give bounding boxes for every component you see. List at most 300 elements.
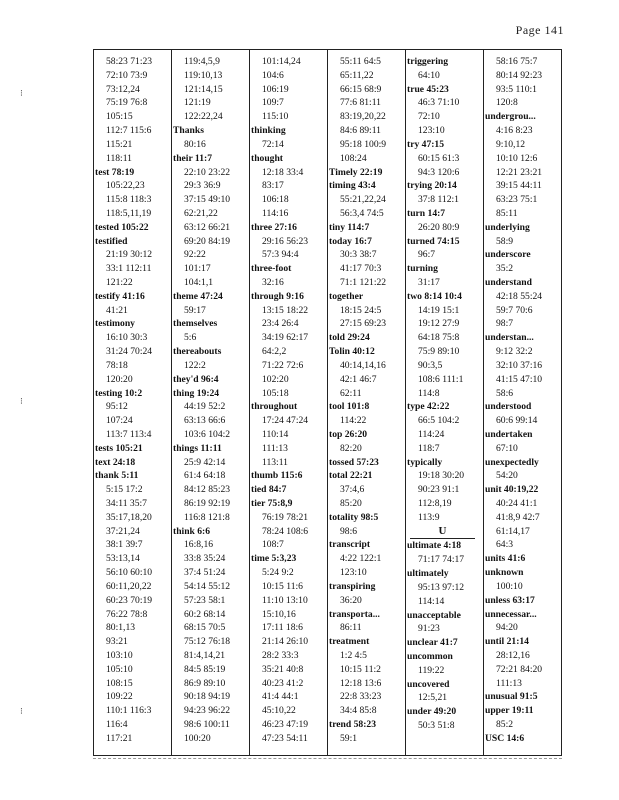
index-term: typically [407, 456, 443, 468]
page-reference: 62:11 [340, 387, 362, 399]
page-reference: 85:2 [496, 719, 514, 730]
index-term: Thanks [173, 125, 204, 137]
page-reference: 93:21 [106, 636, 128, 648]
index-term: true 45:23 [407, 83, 449, 95]
page-reference: 63:13 66:6 [184, 415, 226, 427]
page-reference: 72:21 84:20 [496, 663, 543, 675]
page-reference: 94:20 [496, 622, 518, 634]
page-reference: 115:21 [106, 138, 133, 150]
page-reference: 106:18 [262, 194, 289, 206]
page-reference: 118:5,11,19 [106, 207, 152, 219]
page-reference: 84:6 89:11 [340, 125, 381, 137]
page-reference: 61:14,17 [496, 525, 530, 537]
page-reference: 86:9 89:10 [184, 677, 226, 689]
index-term: totality 98:5 [329, 511, 379, 523]
page-reference: 32:10 37:16 [496, 359, 543, 371]
page-reference: 23:4 26:4 [262, 318, 299, 330]
page-reference: 33:8 35:24 [184, 553, 226, 565]
page-reference: 85:11 [496, 207, 518, 219]
index-term: treatment [329, 636, 370, 648]
page-reference: 46:23 47:19 [262, 719, 309, 730]
page-reference: 116:8 121:8 [184, 511, 230, 523]
page-reference: 71:22 72:6 [262, 359, 304, 371]
index-term: think 6:6 [173, 525, 211, 537]
page-reference: 58:16 75:7 [496, 56, 538, 67]
index-term: transporta... [329, 608, 380, 620]
page-reference: 12:18 13:6 [340, 677, 382, 689]
index-term: Timely 22:19 [329, 166, 383, 178]
page-reference: 95:18 100:9 [340, 138, 387, 150]
page-reference: 101:14,24 [262, 56, 301, 67]
page-reference: 119:10,13 [184, 69, 223, 81]
page-reference: 1:2 4:5 [340, 649, 367, 661]
index-term: tossed 57:23 [329, 456, 379, 468]
page-reference: 68:15 70:5 [184, 622, 226, 634]
index-term: unexpectedly [485, 456, 539, 468]
index-term: three-foot [251, 263, 292, 275]
index-term: units 41:6 [485, 553, 526, 565]
page-reference: 41:17 70:3 [340, 263, 382, 275]
page-reference: 28:12,16 [496, 649, 530, 661]
page-reference: 44:19 52:2 [184, 401, 226, 413]
page-reference: 110:14 [262, 428, 289, 440]
bottom-rule [93, 758, 562, 759]
page-reference: 66:5 104:2 [418, 415, 460, 427]
page-reference: 118:7 [418, 442, 440, 454]
page-reference: 90:18 94:19 [184, 691, 231, 703]
page-reference: 32:16 [262, 277, 284, 288]
page-reference: 113:9 [418, 511, 440, 523]
page-reference: 56:3,4 74:5 [340, 207, 384, 219]
page-reference: 45:10,22 [262, 705, 296, 717]
page-reference: 60:23 70:19 [106, 594, 153, 606]
page-reference: 90:3,5 [418, 359, 443, 371]
page-reference: 60:2 68:14 [184, 608, 226, 620]
page-reference: 122:2 [184, 359, 206, 371]
page-reference: 111:13 [262, 442, 288, 454]
page-reference: 21:19 30:12 [106, 249, 153, 261]
index-term: thought [251, 152, 283, 164]
page-reference: 19:18 30:20 [418, 470, 465, 482]
page-reference: 54:14 55:12 [184, 580, 231, 592]
page-reference: 95:13 97:12 [418, 581, 465, 593]
index-term: things 11:11 [173, 442, 222, 454]
page-reference: 40:23 41:2 [262, 677, 304, 689]
page-reference: 25:9 42:14 [184, 456, 226, 468]
index-term: unusual 91:5 [485, 691, 538, 703]
index-term: uncommon [407, 650, 453, 662]
index-term: upper 19:11 [485, 705, 534, 717]
page-reference: 105:15 [106, 111, 133, 123]
page-reference: 72:14 [262, 138, 284, 150]
index-term: try 47:15 [407, 138, 445, 150]
page-reference: 108:24 [340, 152, 367, 164]
page-reference: 55:21,22,24 [340, 194, 386, 206]
page-reference: 98:7 [496, 318, 514, 330]
page-reference: 116:4 [106, 719, 128, 730]
page-reference: 82:20 [340, 442, 362, 454]
page-reference: 120:20 [106, 373, 133, 385]
page-reference: 108:7 [262, 539, 284, 551]
index-term: top 26:20 [329, 428, 368, 440]
page-reference: 119:4,5,9 [184, 56, 220, 67]
page-reference: 81:4,14,21 [184, 649, 226, 661]
page-reference: 102:20 [262, 373, 289, 385]
page-reference: 58:6 [496, 387, 514, 399]
index-term: ultimate 4:18 [407, 540, 462, 552]
index-term: test 78:19 [95, 166, 135, 178]
page-reference: 77:6 81:11 [340, 97, 381, 109]
page-reference: 64:18 75:8 [418, 332, 460, 344]
page-reference: 16:8,16 [184, 539, 214, 551]
page-reference: 35:2 [496, 263, 514, 275]
page-reference: 5:15 17:2 [106, 484, 143, 496]
page-reference: 109:22 [106, 691, 133, 703]
index-term: triggering [407, 56, 449, 67]
index-term: transcript [329, 539, 371, 551]
page-reference: 36:20 [340, 594, 362, 606]
index-term: under 49:20 [407, 706, 457, 718]
index-term: trend 58:23 [329, 719, 376, 730]
page-reference: 40:14,14,16 [340, 359, 386, 371]
index-term: unless 63:17 [485, 594, 535, 606]
page-reference: 94:3 120:6 [418, 166, 460, 178]
margin-mark: ⁝ [20, 706, 23, 716]
index-term: undergrou... [485, 111, 536, 123]
page-reference: 78:18 [106, 359, 128, 371]
page-reference: 86:11 [340, 622, 362, 634]
page-reference: 71:1 121:22 [340, 277, 387, 288]
page-reference: 64:2,2 [262, 346, 287, 358]
page-reference: 113:7 113:4 [106, 428, 152, 440]
index-column [172, 50, 250, 755]
page-reference: 69:20 84:19 [184, 235, 231, 247]
index-term: unclear 41:7 [407, 637, 458, 649]
page-reference: 65:11,22 [340, 69, 374, 81]
page-reference: 84:5 85:19 [184, 663, 226, 675]
index-term: thumb 115:6 [251, 470, 303, 482]
page-reference: 110:1 116:3 [106, 705, 152, 717]
page-number: Page 141 [515, 23, 564, 37]
index-term: turning [407, 263, 438, 275]
page-reference: 12:18 33:4 [262, 166, 304, 178]
page-reference: 84:12 85:23 [184, 484, 231, 496]
page-reference: 41:15 47:10 [496, 373, 543, 385]
index-term: underlying [485, 221, 530, 233]
index-term: told 29:24 [329, 332, 370, 344]
page-reference: 96:7 [418, 249, 436, 261]
index-term: turn 14:7 [407, 207, 446, 219]
page-reference: 13:15 18:22 [262, 304, 309, 316]
page-reference: 93:5 110:1 [496, 83, 537, 95]
page-reference: 123:10 [418, 125, 445, 137]
page-reference: 114:22 [340, 415, 367, 427]
page-reference: 108:15 [106, 677, 133, 689]
page-reference: 63:23 75:1 [496, 194, 538, 206]
page-reference: 114:14 [418, 595, 445, 607]
index-term: together [329, 290, 364, 302]
page-reference: 119:22 [418, 664, 445, 676]
index-term: tiny 114:7 [329, 221, 370, 233]
index-term: understan... [485, 332, 534, 344]
page-reference: 17:24 47:24 [262, 415, 309, 427]
page-reference: 53:13,14 [106, 553, 140, 565]
page-reference: 35:17,18,20 [106, 511, 152, 523]
index-term: their 11:7 [173, 152, 212, 164]
index-term: tests 105:21 [95, 442, 143, 454]
page-reference: 10:10 12:6 [496, 152, 538, 164]
page-reference: 104:6 [262, 69, 284, 81]
page-reference: 40:24 41:1 [496, 498, 538, 509]
index-term: tier 75:8,9 [251, 498, 293, 509]
page-reference: 91:23 [418, 623, 440, 635]
index-column [328, 50, 406, 755]
page-reference: 76:19 78:21 [262, 511, 309, 523]
page-reference: 50:3 51:8 [418, 720, 455, 731]
page-reference: 37:4,6 [340, 484, 365, 496]
index-term: two 8:14 10:4 [407, 290, 462, 302]
page-reference: 78:24 108:6 [262, 525, 309, 537]
index-term: text 24:18 [95, 456, 136, 468]
index-term: testify 41:16 [95, 290, 145, 302]
page-reference: 60:6 99:14 [496, 415, 538, 427]
index-term: uncovered [407, 678, 450, 690]
page-reference: 108:6 111:1 [418, 373, 464, 385]
page-reference: 64:10 [418, 69, 440, 81]
page-reference: 105:22,23 [106, 180, 145, 192]
page-reference: 5:24 9:2 [262, 567, 294, 579]
index-term: transpiring [329, 580, 376, 592]
page-reference: 33:1 112:11 [106, 263, 152, 275]
page-reference: 42:18 55:24 [496, 290, 543, 302]
index-term: tied 84:7 [251, 484, 287, 496]
page-reference: 9:10,12 [496, 138, 526, 150]
page-reference: 15:10,16 [262, 608, 296, 620]
page-reference: 29:3 36:9 [184, 180, 221, 192]
page-reference: 120:8 [496, 97, 518, 109]
index-term: undertaken [485, 428, 533, 440]
index-term: unknown [485, 567, 524, 579]
page-reference: 55:11 64:5 [340, 56, 381, 67]
index-term: unacceptable [407, 609, 461, 621]
page-reference: 117:21 [106, 732, 133, 744]
page-reference: 85:20 [340, 498, 362, 509]
page-reference: 105:18 [262, 387, 289, 399]
index-term: turned 74:15 [407, 235, 460, 247]
page-reference: 22:10 23:22 [184, 166, 231, 178]
index-term: tested 105:22 [95, 221, 149, 233]
page-reference: 27:15 69:23 [340, 318, 387, 330]
page-reference: 86:19 92:19 [184, 498, 231, 509]
page-reference: 103:10 [106, 649, 133, 661]
index-term: type 42:22 [407, 401, 450, 413]
page-reference: 42:1 46:7 [340, 373, 377, 385]
page-reference: 10:15 11:2 [340, 663, 381, 675]
page-reference: 73:12,24 [106, 83, 140, 95]
page-reference: 114:24 [418, 428, 445, 440]
page-reference: 106:19 [262, 83, 289, 95]
page-reference: 29:16 56:23 [262, 235, 309, 247]
page-reference: 46:3 71:10 [418, 97, 460, 109]
page-reference: 47:23 54:11 [262, 732, 308, 744]
page-reference: 39:15 44:11 [496, 180, 542, 192]
page-reference: 38:1 39:7 [106, 539, 143, 551]
page-reference: 107:24 [106, 415, 133, 427]
page-reference: 5:6 [184, 332, 197, 344]
page-reference: 83:19,20,22 [340, 111, 386, 123]
page-reference: 112:8,19 [418, 498, 452, 509]
page-reference: 123:10 [340, 567, 367, 579]
page-reference: 54:20 [496, 470, 518, 482]
page-reference: 115:8 118:3 [106, 194, 152, 206]
page-reference: 34:19 62:17 [262, 332, 309, 344]
index-term: understood [485, 401, 532, 413]
page-reference: 115:10 [262, 111, 289, 123]
page-reference: 67:10 [496, 442, 518, 454]
page-reference: 26:20 80:9 [418, 221, 460, 233]
page-reference: 101:17 [184, 263, 211, 275]
page-reference: 9:12 32:2 [496, 346, 533, 358]
index-column [250, 50, 328, 755]
page-reference: 113:11 [262, 456, 288, 468]
page-reference: 22:8 33:23 [340, 691, 382, 703]
index-term: until 21:14 [485, 636, 529, 648]
index-term: total 22:21 [329, 470, 373, 482]
page-reference: 63:12 66:21 [184, 221, 231, 233]
page-reference: 37:8 112:1 [418, 194, 459, 206]
page-reference: 80:1,13 [106, 622, 136, 634]
page-reference: 112:7 115:6 [106, 125, 152, 137]
index-column [484, 50, 561, 755]
index-term: trying 20:14 [407, 180, 457, 192]
page-reference: 59:17 [184, 304, 206, 316]
page-reference: 100:10 [496, 580, 523, 592]
page-reference: 111:13 [496, 677, 522, 689]
index-term: underscore [485, 249, 531, 261]
page-reference: 17:11 18:6 [262, 622, 303, 634]
index-term: thank 5:11 [95, 470, 139, 482]
page-reference: 83:17 [262, 180, 284, 192]
page-reference: 104:1,1 [184, 277, 214, 288]
page-reference: 56:10 60:10 [106, 567, 153, 579]
page-reference: 41:21 [106, 304, 128, 316]
index-term: testing 10:2 [95, 387, 143, 399]
margin-mark: ⁝ [20, 88, 23, 98]
page-reference: 64:3 [496, 539, 514, 551]
index-term: today 16:7 [329, 235, 372, 247]
page-reference: 75:9 89:10 [418, 346, 460, 358]
index-term: ultimately [407, 568, 449, 580]
page-reference: 12:5,21 [418, 692, 448, 704]
page-reference: 59:1 [340, 732, 358, 744]
page-reference: 57:3 94:4 [262, 249, 299, 261]
index-term: three 27:16 [251, 221, 297, 233]
page-reference: 4:22 122:1 [340, 553, 382, 565]
page-reference: 62:21,22 [184, 207, 218, 219]
index-term: thereabouts [173, 346, 222, 358]
page-reference: 76:22 78:8 [106, 608, 148, 620]
index-term: themselves [173, 318, 218, 330]
index-column [406, 50, 484, 755]
page-reference: 61:4 64:18 [184, 470, 226, 482]
page-reference: 14:19 15:1 [418, 304, 460, 316]
margin-mark: ⁝ [20, 396, 23, 406]
page-reference: 10:15 11:6 [262, 580, 303, 592]
page-reference: 11:10 13:10 [262, 594, 308, 606]
index-term: testified [95, 235, 128, 247]
page-reference: 80:16 [184, 138, 206, 150]
page-reference: 41:8,9 42:7 [496, 511, 540, 523]
page-reference: 30:3 38:7 [340, 249, 377, 261]
page-reference: 114:8 [418, 387, 440, 399]
page-reference: 60:11,20,22 [106, 580, 152, 592]
page-reference: 16:10 30:3 [106, 332, 148, 344]
page-reference: 121:22 [106, 277, 133, 288]
page-reference: 58:9 [496, 235, 514, 247]
page-reference: 105:10 [106, 663, 133, 675]
index-term: they'd 96:4 [173, 373, 219, 385]
page-reference: 41:4 44:1 [262, 691, 299, 703]
page-reference: 18:15 24:5 [340, 304, 382, 316]
index-term: USC 14:6 [485, 732, 525, 744]
page-reference: 114:16 [262, 207, 289, 219]
index-term: timing 43:4 [329, 180, 376, 192]
index-term: unit 40:19,22 [485, 484, 539, 496]
index-term: understand [485, 277, 532, 288]
page-reference: 4:16 8:23 [496, 125, 533, 137]
page-reference: 72:10 [418, 111, 440, 123]
page-reference: 31:17 [418, 277, 440, 288]
page-reference: 121:14,15 [184, 83, 223, 95]
page-reference: 72:10 73:9 [106, 69, 148, 81]
page-reference: 109:7 [262, 97, 284, 109]
page-reference: 118:11 [106, 152, 132, 164]
page-reference: 35:21 40:8 [262, 663, 304, 675]
index-term: thing 19:24 [173, 387, 220, 399]
page-reference: 28:2 33:3 [262, 649, 299, 661]
page-reference: 37:15 49:10 [184, 194, 231, 206]
page-reference: 95:12 [106, 401, 128, 413]
page-reference: 98:6 100:11 [184, 719, 230, 730]
index-term: theme 47:24 [173, 290, 223, 302]
page-reference: 34:4 85:8 [340, 705, 377, 717]
page-reference: 31:24 70:24 [106, 346, 153, 358]
page-reference: 19:12 27:9 [418, 318, 460, 330]
page-reference: 60:15 61:3 [418, 152, 460, 164]
page-reference: 122:22,24 [184, 111, 223, 123]
page-reference: 59:7 70:6 [496, 304, 533, 316]
page-reference: 21:14 26:10 [262, 636, 309, 648]
index-term: thinking [251, 125, 286, 137]
index-term: tool 101:8 [329, 401, 370, 413]
page-reference: 92:22 [184, 249, 206, 261]
index-term: Tolin 40:12 [329, 346, 375, 358]
page-reference: 98:6 [340, 525, 358, 537]
index-column [94, 50, 172, 755]
page-reference: 94:23 96:22 [184, 705, 231, 717]
index-table [93, 49, 562, 756]
page-reference: 37:21,24 [106, 525, 140, 537]
page-reference: 34:11 35:7 [106, 498, 147, 509]
page-reference: 37:4 51:24 [184, 567, 226, 579]
page-reference: 71:17 74:17 [418, 554, 465, 566]
page-reference: 121:19 [184, 97, 211, 109]
index-term: time 5:3,23 [251, 553, 297, 565]
page-reference: 80:14 92:23 [496, 69, 543, 81]
page-reference: 66:15 68:9 [340, 83, 382, 95]
page-reference: 103:6 104:2 [184, 428, 231, 440]
index-term: testimony [95, 318, 135, 330]
